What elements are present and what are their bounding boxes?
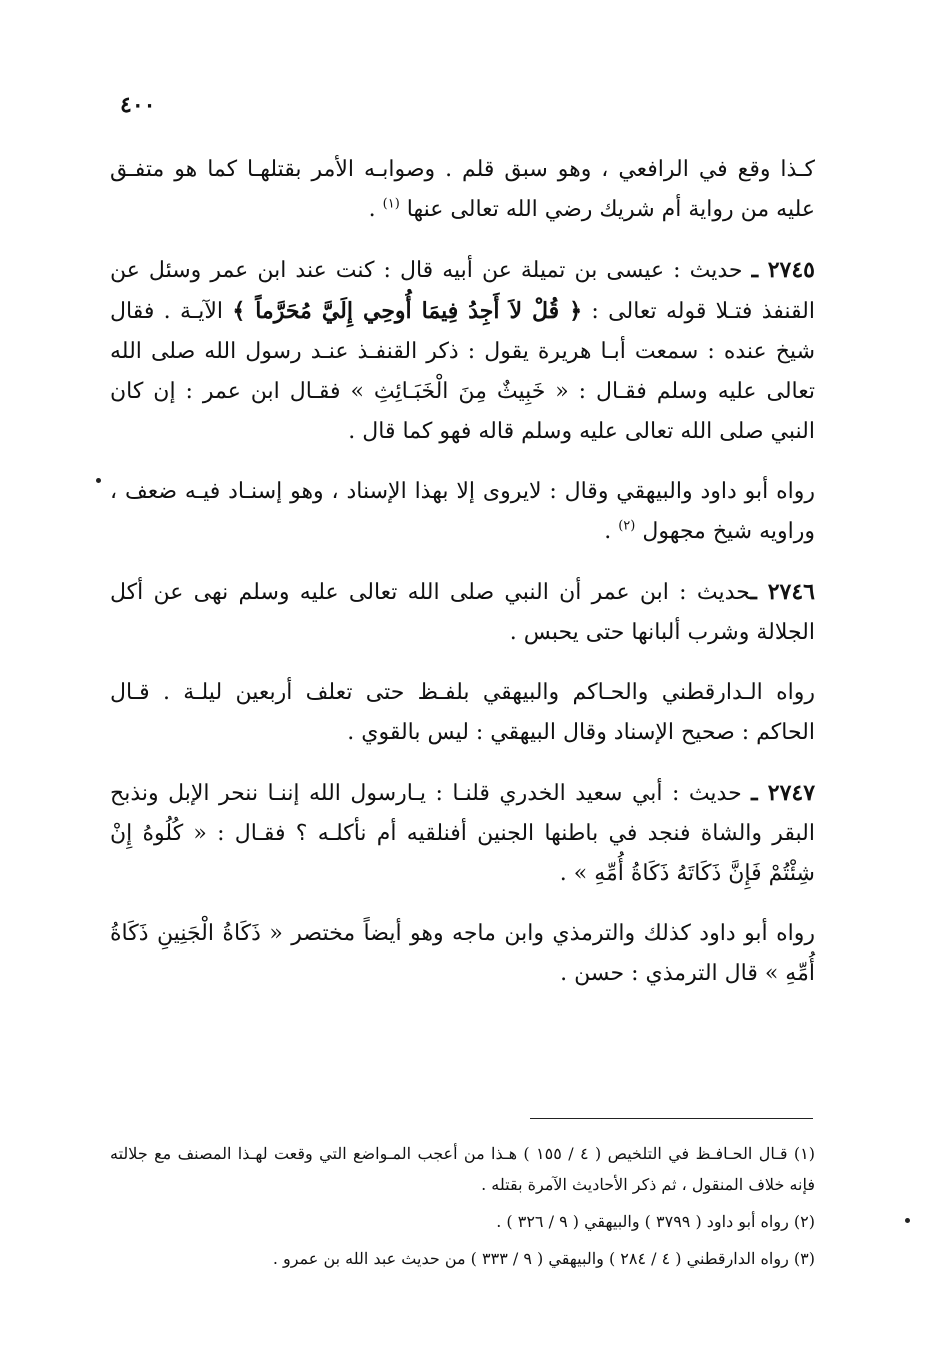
paragraph-text: رواه أبو داود كذلك والترمذي وابن ماجه وهو أيضاً مختصر « ذَكَاةُ الْجَنِينِ ذَكَاةُ أُمِّهِ » قال الترمذي : حسن . [110, 921, 815, 986]
hadith-text-post: الآيـة . فقال شيخ عنده : سمعت أبـا هريرة يقول : ذكر القنفـذ عنـد رسول الله صلى الله تعالى عليه وسلم فقـال : « خَبِيثٌ مِنَ الْخَبَـائِثِ » فقـال ابن عمر : إن كان النبي صلى الله تعالى عليه وسلم قاله فهو كما قال . [110, 299, 815, 444]
paragraph-text: رواه الـدارقطني والحـاكم والبيهقي بلفـظ حتى تعلف أربعين ليلـة . قـال الحاكم : صحيح الإسناد وقال البيهقي : ليس بالقوي . [110, 680, 815, 745]
paragraph-text: رواه أبو داود والبيهقي وقال : لايروى إلا بهذا الإسناد ، وهو إسنـاد فيـه ضعف ، وراويه شيخ مجهول [110, 479, 815, 544]
footnote-3: (٣) رواه الدارقطني ( ٤ / ٢٨٤ ) والبيهقي ( ٩ / ٣٣٣ ) من حديث عبد الله بن عمرو . [272, 1249, 815, 1268]
hadith-2746 [110, 572, 815, 653]
scan-speck [96, 478, 101, 483]
paragraph-3 [110, 472, 815, 552]
paragraph-end: . [604, 519, 619, 544]
footnotes [110, 1138, 815, 1280]
hadith-number: ٢٧٤٧ ـ [751, 780, 816, 806]
page-number: ٤٠٠ [120, 92, 156, 118]
hadith-number: ٢٧٤٦ ـ [750, 579, 815, 605]
paragraph-5 [110, 673, 815, 753]
paragraph-1 [110, 150, 815, 230]
footnote-2: (٢) رواه أبو داود ( ٣٧٩٩ ) والبيهقي ( ٩ / ٣٢٦ ) . [496, 1212, 815, 1231]
main-text [110, 150, 815, 1014]
hadith-number: ٢٧٤٥ ـ [751, 257, 815, 283]
footnote-ref-1[interactable]: (١) [382, 196, 400, 212]
hadith-text: حديث : أبي سعيد الخدري قلنـا : يـارسول الله إننـا ننحر الإبل ونذبح البقر والشاة فنجد في باطنها الجنين أفنلقيه أم نأكلـه ؟ فقـال : « كُلُوهُ إِنْ شِئْتُمْ فَإِنَّ ذَكَاتَهُ ذَكَاةُ أُمِّهِ » . [110, 781, 815, 886]
hadith-2747 [110, 773, 815, 894]
paragraph-7 [110, 914, 815, 994]
hadith-2745 [110, 250, 815, 452]
paragraph-end: . [368, 197, 383, 222]
footnote-1: (١) قـال الحـافـظ في التلخيص ( ٤ / ١٥٥ ) هـذا من أعجب المـواضع التي وقعت لهـذا المصنف مع جلالته فإنه خلاف المنقول ، ثم ذكر الأحاديث الآمرة بقتله . [110, 1144, 816, 1194]
footnote-ref-2[interactable]: (٢) [618, 518, 636, 534]
hadith-text: حديث : ابن عمر أن النبي صلى الله تعالى عليه وسلم نهى عن أكل الجلالة وشرب ألبانها حتى يحبس . [110, 580, 815, 645]
scan-speck [905, 1218, 910, 1223]
quran-verse: ﴿ قُلْ لاَ أَجِدُ فِيمَا أُوحِي إِلَيَّ مُحَرَّماً ﴾ [232, 298, 583, 324]
hadith-text-pre: حديث : عيسى بن تميلة عن أبيه قال : كنت عند ابن عمر وسئل عن القنفذ فتـلا قوله تعالى : [110, 258, 815, 324]
footnote-divider [530, 1118, 813, 1119]
paragraph-text: كـذا وقع في الرافعي ، وهو سبق قلم . وصوابـه الأمر بقتلهـا كما هو متفـق عليه من رواية أم شريك رضي الله تعالى عنها [110, 157, 815, 222]
